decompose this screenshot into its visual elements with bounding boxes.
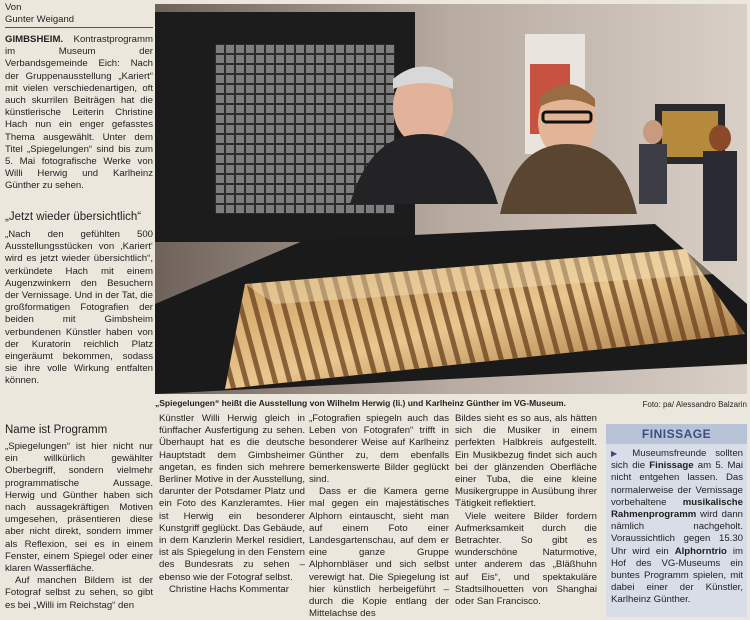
article-column-2 — [159, 413, 305, 596]
subheading-1: „Jetzt wieder übersichtlich“ — [5, 211, 142, 223]
paragraph: Auf manchen Bildern ist der Fotograf selbst zu sehen, so gibt es bei „Willi im Reichstag“ den — [5, 575, 153, 611]
paragraph: „Nach den gefühlten 500 Ausstellungsstücken von ‚Kariert‘ wird es jetzt wieder übersichtlich“, verkündete Hach mit einem Augenzwinkern den Besuchern der Vernissage. Und in der Tat, die großformatigen Fotografien der beiden mit Gimbsheim verbundenen Künstler haben von der Kuratorin reichlich Platz eingeräumt bekommen, sodass sie ihre volle Wirkung entfalten können. — [5, 229, 153, 387]
paragraph: Viele weitere Bilder fordern Aufmerksamkeit durch die Betrachter. So gibt es wunderschöne Naturmotive, unter anderem das „Bläßhuhn auf Eis“, und spektakuläre Stadtsilhouetten von Shanghai oder San Francisco. — [455, 510, 597, 608]
paragraph: Künstler Willi Herwig gleich in fünffacher Ausfertigung zu sehen. Überhaupt hat es die deutsche Hauptstadt dem Gimbsheimer angetan, es finden sich mehrere Berliner Motive in der Ausstellung, darunter der Potsdamer Platz und ein Foto des Kanzleramtes. Hier ist Herwig ein besonderer Kunstgriff geglückt. Das Gebäude, in dem Kanzlerin Merkel residiert, ist als Spiegelung in den Fenstern des Bundesrats zu sehen – ebenso wie der Fotograf selbst. — [159, 413, 305, 583]
article-column-3 — [309, 413, 449, 620]
byline-author: Gunter Weigand — [5, 14, 75, 25]
intro-text: Kontrastprogramm im Museum der Verbandsgemeinde Eich: Nach der Gruppenausstellung „Kariert“ mit vielen verschiedenartigen, oft auch skurrilen Beiträgen hat die künstlerische Leiterin Christine Hach nun ein enger gefasstes Thema ausgewählt. Unter dem Titel „Spiegelungen“ sind bis zum 5. Mai fotografische Werke von Willi Herwig und Karlheinz Günther zu sehen. — [5, 34, 153, 192]
infobox-text: ▶ Museumsfreunde sollten sich die Finissage am 5. Mai nicht entgehen lassen. Das normalerweise der Vernissage vorbehaltene musikalische Rahmenprogramm wird dann nämlich nachgeholt. Voraussichtlich gegen 15.30 Uhr wird ein Alphorntrio im Hof des VG-Museums ein buntes Programm spielen, mit dabei einer der Künstler, Karlheinz Günther. — [611, 448, 743, 606]
news-photo — [155, 4, 747, 394]
article-section-1 — [5, 229, 153, 388]
article-column-1 — [5, 441, 153, 612]
photo-credit: Foto: pa/ Alessandro Balzarin — [642, 400, 747, 409]
byline-prefix: Von — [5, 2, 22, 13]
byline — [5, 2, 155, 26]
paragraph: „Fotografien spiegeln auch das Leben von Fotografen“ trifft in besonderer Weise auf Karlheinz Günther zu, dem ebenfalls bemerkenswerte Bilder geglückt sind. — [309, 413, 449, 486]
article-intro — [5, 34, 153, 193]
subheading-2: Name ist Programm — [5, 424, 108, 436]
photo-illustration — [155, 4, 747, 394]
finissage-infobox — [606, 424, 747, 617]
dateline: GIMBSHEIM. — [5, 34, 64, 45]
infobox-title: FINISSAGE — [606, 424, 747, 444]
paragraph: Dass er die Kamera gerne mal gegen ein majestätisches Alphorn eintauscht, sieht man auf einem Foto einer Landesgartenschau, auf dem er eine ganze Gruppe Alphornbläser und sich selbst verewigt hat. Die Spiegelung ist hier künstlich herbeigeführt – durch die Kopie entlang der Mittelachse des — [309, 486, 449, 620]
paragraph: „Spiegelungen“ ist hier nicht nur ein willkürlich gewählter Oberbegriff, sondern vielmehr programmatische Aussage. Herwig und Günther haben sich nach aussagekräftigen Motiven umgesehen, präsentieren diese aber nicht direkt, sondern immer als Reflexion, sei es in einem Fenster, einem Spiegel oder einer klaren Wasserfläche. — [5, 441, 153, 575]
byline-divider — [5, 27, 153, 28]
photo-caption: „Spiegelungen“ heißt die Ausstellung von Wilhelm Herwig (li.) und Karlheinz Günther im VG-Museum. — [155, 398, 566, 408]
triangle-marker-icon: ▶ — [611, 449, 624, 458]
paragraph: Christine Hachs Kommentar — [169, 583, 289, 595]
paragraph: Bildes sieht es so aus, als hätten sich die Musiker in einem perfekten Halbkreis aufgestellt. Ein Musikbezug findet sich auch bei der glänzenden Oberfläche einer Tuba, die eine kleine Musikergruppe in Ausübung ihrer Tätigkeit reflektiert. — [455, 413, 597, 510]
article-column-4 — [455, 413, 597, 608]
